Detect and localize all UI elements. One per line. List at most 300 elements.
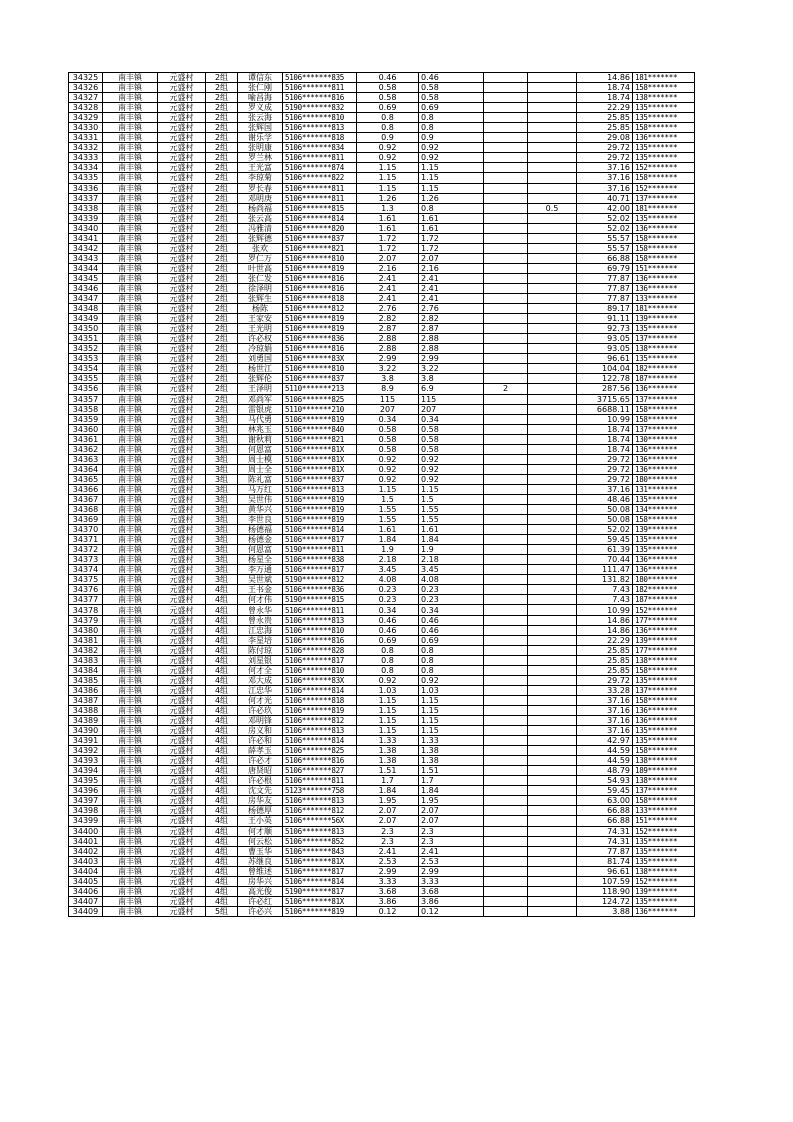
amount-cell: 59.45 — [577, 786, 633, 796]
village-cell: 元盛村 — [158, 645, 206, 655]
serial-number-cell: 34381 — [69, 635, 103, 645]
town-cell: 南丰镇 — [103, 565, 158, 575]
area-cell: 1.84 — [357, 535, 419, 545]
extra-area-b-cell — [528, 766, 577, 776]
phone-cell: 152******* — [633, 183, 695, 193]
amount-cell: 131.82 — [577, 575, 633, 585]
extra-area-b-cell — [528, 93, 577, 103]
town-cell: 南丰镇 — [103, 695, 158, 705]
name-cell: 吴世伟 — [238, 494, 283, 504]
town-cell: 南丰镇 — [103, 123, 158, 133]
extra-area-a-cell — [484, 756, 528, 766]
table-row — [69, 585, 695, 595]
amount-cell: 93.05 — [577, 344, 633, 354]
amount-cell: 25.85 — [577, 645, 633, 655]
serial-number-cell: 34409 — [69, 906, 103, 916]
name-cell: 曾维述 — [238, 866, 283, 876]
phone-cell: 137******* — [633, 193, 695, 203]
group-cell: 3组 — [206, 464, 238, 474]
serial-number-cell: 34368 — [69, 505, 103, 515]
table-row — [69, 746, 695, 756]
serial-number-cell: 34329 — [69, 113, 103, 123]
extra-area-a-cell — [484, 253, 528, 263]
phone-cell: 135******* — [633, 726, 695, 736]
table-row — [69, 484, 695, 494]
serial-number-cell: 34399 — [69, 816, 103, 826]
group-cell: 4组 — [206, 605, 238, 615]
group-cell: 2组 — [206, 354, 238, 364]
name-cell: 张云海 — [238, 113, 283, 123]
extra-area-a-cell — [484, 886, 528, 896]
area-cell: 1.15 — [357, 726, 419, 736]
village-cell: 元盛村 — [158, 304, 206, 314]
town-cell: 南丰镇 — [103, 756, 158, 766]
area-detail-cell: 0.46 — [419, 625, 484, 635]
area-cell: 0.23 — [357, 585, 419, 595]
extra-area-a-cell — [484, 635, 528, 645]
village-cell: 元盛村 — [158, 625, 206, 635]
extra-area-b-cell — [528, 314, 577, 324]
serial-number-cell: 34362 — [69, 444, 103, 454]
extra-area-b-cell — [528, 394, 577, 404]
village-cell: 元盛村 — [158, 93, 206, 103]
phone-cell: 137******* — [633, 786, 695, 796]
town-cell: 南丰镇 — [103, 625, 158, 635]
phone-cell: 158******* — [633, 414, 695, 424]
amount-cell: 74.31 — [577, 836, 633, 846]
phone-cell: 152******* — [633, 163, 695, 173]
village-cell: 元盛村 — [158, 474, 206, 484]
group-cell: 4组 — [206, 896, 238, 906]
extra-area-a-cell — [484, 294, 528, 304]
table-row — [69, 545, 695, 555]
area-detail-cell: 1.26 — [419, 193, 484, 203]
town-cell: 南丰镇 — [103, 173, 158, 183]
area-detail-cell: 1.5 — [419, 494, 484, 504]
extra-area-a-cell — [484, 545, 528, 555]
village-cell: 元盛村 — [158, 585, 206, 595]
area-cell: 0.69 — [357, 635, 419, 645]
area-detail-cell: 2.3 — [419, 836, 484, 846]
area-detail-cell: 1.7 — [419, 776, 484, 786]
phone-cell: 135******* — [633, 535, 695, 545]
town-cell: 南丰镇 — [103, 203, 158, 213]
serial-number-cell: 34396 — [69, 786, 103, 796]
area-cell: 0.92 — [357, 675, 419, 685]
name-cell: 邓明庚 — [238, 193, 283, 203]
extra-area-a-cell — [484, 665, 528, 675]
extra-area-a-cell — [484, 133, 528, 143]
serial-number-cell: 34402 — [69, 846, 103, 856]
group-cell: 3组 — [206, 474, 238, 484]
amount-cell: 14.86 — [577, 73, 633, 83]
village-cell: 元盛村 — [158, 605, 206, 615]
phone-cell: 135******* — [633, 113, 695, 123]
table-row — [69, 866, 695, 876]
table-row — [69, 223, 695, 233]
amount-cell: 40.71 — [577, 193, 633, 203]
village-cell: 元盛村 — [158, 876, 206, 886]
group-cell: 4组 — [206, 856, 238, 866]
extra-area-b-cell — [528, 143, 577, 153]
village-cell: 元盛村 — [158, 716, 206, 726]
amount-cell: 77.87 — [577, 283, 633, 293]
area-detail-cell: 115 — [419, 394, 484, 404]
area-cell: 0.8 — [357, 123, 419, 133]
group-cell: 4组 — [206, 796, 238, 806]
phone-cell: 158******* — [633, 665, 695, 675]
area-detail-cell: 2.76 — [419, 304, 484, 314]
extra-area-a-cell — [484, 153, 528, 163]
area-detail-cell: 1.03 — [419, 685, 484, 695]
town-cell: 南丰镇 — [103, 585, 158, 595]
name-cell: 张明康 — [238, 143, 283, 153]
area-detail-cell: 3.8 — [419, 374, 484, 384]
serial-number-cell: 34353 — [69, 354, 103, 364]
extra-area-a-cell — [484, 123, 528, 133]
group-cell: 4组 — [206, 625, 238, 635]
name-cell: 曹玉华 — [238, 846, 283, 856]
serial-number-cell: 34326 — [69, 83, 103, 93]
extra-area-b-cell — [528, 113, 577, 123]
area-detail-cell: 0.69 — [419, 635, 484, 645]
village-cell: 元盛村 — [158, 505, 206, 515]
group-cell: 2组 — [206, 113, 238, 123]
id-number-cell: 5106*******813 — [283, 826, 357, 836]
table-row — [69, 263, 695, 273]
town-cell: 南丰镇 — [103, 776, 158, 786]
phone-cell: 137******* — [633, 685, 695, 695]
serial-number-cell: 34367 — [69, 494, 103, 504]
town-cell: 南丰镇 — [103, 786, 158, 796]
serial-number-cell: 34343 — [69, 253, 103, 263]
id-number-cell: 5106*******825 — [283, 746, 357, 756]
table-row — [69, 384, 695, 394]
name-cell: 罗义成 — [238, 103, 283, 113]
amount-cell: 50.08 — [577, 505, 633, 515]
area-cell: 3.8 — [357, 374, 419, 384]
serial-number-cell: 34397 — [69, 796, 103, 806]
name-cell: 杨德福 — [238, 525, 283, 535]
phone-cell: 158******* — [633, 233, 695, 243]
name-cell: 唐贤昭 — [238, 766, 283, 776]
phone-cell: 138******* — [633, 344, 695, 354]
town-cell: 南丰镇 — [103, 525, 158, 535]
id-number-cell: 5106*******840 — [283, 424, 357, 434]
name-cell: 叶世高 — [238, 263, 283, 273]
id-number-cell: 5106*******817 — [283, 866, 357, 876]
area-detail-cell: 1.9 — [419, 545, 484, 555]
village-cell: 元盛村 — [158, 243, 206, 253]
extra-area-a-cell — [484, 304, 528, 314]
extra-area-a-cell — [484, 73, 528, 83]
table-row — [69, 665, 695, 675]
group-cell: 2组 — [206, 93, 238, 103]
village-cell: 元盛村 — [158, 665, 206, 675]
town-cell: 南丰镇 — [103, 866, 158, 876]
amount-cell: 52.02 — [577, 213, 633, 223]
town-cell: 南丰镇 — [103, 826, 158, 836]
area-detail-cell: 1.15 — [419, 484, 484, 494]
area-detail-cell: 1.15 — [419, 716, 484, 726]
extra-area-b-cell — [528, 515, 577, 525]
amount-cell: 25.85 — [577, 665, 633, 675]
extra-area-b-cell — [528, 886, 577, 896]
amount-cell: 3715.65 — [577, 394, 633, 404]
phone-cell: 135******* — [633, 736, 695, 746]
id-number-cell: 5106*******814 — [283, 525, 357, 535]
phone-cell: 136******* — [633, 565, 695, 575]
village-cell: 元盛村 — [158, 233, 206, 243]
id-number-cell: 5106*******828 — [283, 645, 357, 655]
table-row — [69, 294, 695, 304]
extra-area-b-cell — [528, 414, 577, 424]
name-cell: 杨世江 — [238, 364, 283, 374]
town-cell: 南丰镇 — [103, 394, 158, 404]
area-detail-cell: 1.55 — [419, 515, 484, 525]
area-cell: 1.61 — [357, 213, 419, 223]
group-cell: 2组 — [206, 193, 238, 203]
phone-cell: 158******* — [633, 404, 695, 414]
extra-area-b-cell — [528, 756, 577, 766]
area-cell: 2.16 — [357, 263, 419, 273]
amount-cell: 89.17 — [577, 304, 633, 314]
area-detail-cell: 2.3 — [419, 826, 484, 836]
table-row — [69, 474, 695, 484]
extra-area-a-cell — [484, 695, 528, 705]
town-cell: 南丰镇 — [103, 324, 158, 334]
id-number-cell: 5190*******832 — [283, 103, 357, 113]
town-cell: 南丰镇 — [103, 454, 158, 464]
group-cell: 2组 — [206, 294, 238, 304]
id-number-cell: 5106*******817 — [283, 565, 357, 575]
id-number-cell: 5106*******814 — [283, 736, 357, 746]
table-row — [69, 464, 695, 474]
phone-cell: 131******* — [633, 484, 695, 494]
phone-cell: 135******* — [633, 856, 695, 866]
town-cell: 南丰镇 — [103, 545, 158, 555]
group-cell: 2组 — [206, 364, 238, 374]
name-cell: 许必才 — [238, 756, 283, 766]
extra-area-b-cell — [528, 555, 577, 565]
data-table — [68, 72, 695, 917]
extra-area-a-cell — [484, 93, 528, 103]
area-detail-cell: 2.07 — [419, 253, 484, 263]
serial-number-cell: 34391 — [69, 736, 103, 746]
phone-cell: 139******* — [633, 314, 695, 324]
town-cell: 南丰镇 — [103, 535, 158, 545]
serial-number-cell: 34378 — [69, 605, 103, 615]
extra-area-b-cell — [528, 906, 577, 916]
group-cell: 4组 — [206, 585, 238, 595]
village-cell: 元盛村 — [158, 324, 206, 334]
name-cell: 张仁刚 — [238, 83, 283, 93]
area-detail-cell: 0.92 — [419, 454, 484, 464]
phone-cell: 139******* — [633, 635, 695, 645]
village-cell: 元盛村 — [158, 73, 206, 83]
area-detail-cell: 1.15 — [419, 695, 484, 705]
phone-cell: 135******* — [633, 324, 695, 334]
extra-area-b-cell — [528, 585, 577, 595]
extra-area-a-cell — [484, 484, 528, 494]
group-cell: 3组 — [206, 575, 238, 585]
id-number-cell: 5106*******815 — [283, 203, 357, 213]
area-detail-cell: 0.34 — [419, 605, 484, 615]
serial-number-cell: 34344 — [69, 263, 103, 273]
id-number-cell: 5106*******813 — [283, 123, 357, 133]
name-cell: 杨陈 — [238, 304, 283, 314]
town-cell: 南丰镇 — [103, 796, 158, 806]
phone-cell: 158******* — [633, 746, 695, 756]
amount-cell: 124.72 — [577, 896, 633, 906]
extra-area-b-cell — [528, 253, 577, 263]
extra-area-b-cell — [528, 153, 577, 163]
phone-cell: 138******* — [633, 93, 695, 103]
town-cell: 南丰镇 — [103, 484, 158, 494]
table-row — [69, 153, 695, 163]
extra-area-b-cell — [528, 896, 577, 906]
area-detail-cell: 0.23 — [419, 585, 484, 595]
area-cell: 1.5 — [357, 494, 419, 504]
area-detail-cell: 1.15 — [419, 183, 484, 193]
table-row — [69, 856, 695, 866]
town-cell: 南丰镇 — [103, 816, 158, 826]
amount-cell: 14.86 — [577, 615, 633, 625]
amount-cell: 25.85 — [577, 113, 633, 123]
village-cell: 元盛村 — [158, 143, 206, 153]
village-cell: 元盛村 — [158, 314, 206, 324]
id-number-cell: 5106*******811 — [283, 83, 357, 93]
area-cell: 0.9 — [357, 133, 419, 143]
area-cell: 3.86 — [357, 896, 419, 906]
amount-cell: 77.87 — [577, 846, 633, 856]
phone-cell: 158******* — [633, 253, 695, 263]
area-cell: 1.3 — [357, 203, 419, 213]
group-cell: 3组 — [206, 555, 238, 565]
area-cell: 0.46 — [357, 73, 419, 83]
town-cell: 南丰镇 — [103, 746, 158, 756]
serial-number-cell: 34405 — [69, 876, 103, 886]
serial-number-cell: 34359 — [69, 414, 103, 424]
area-detail-cell: 0.58 — [419, 83, 484, 93]
group-cell: 3组 — [206, 444, 238, 454]
table-row — [69, 896, 695, 906]
group-cell: 2组 — [206, 253, 238, 263]
town-cell: 南丰镇 — [103, 253, 158, 263]
area-detail-cell: 1.15 — [419, 173, 484, 183]
table-row — [69, 726, 695, 736]
name-cell: 邓明锋 — [238, 716, 283, 726]
name-cell: 吴世斌 — [238, 575, 283, 585]
town-cell: 南丰镇 — [103, 163, 158, 173]
phone-cell: 136******* — [633, 716, 695, 726]
table-row — [69, 344, 695, 354]
amount-cell: 122.78 — [577, 374, 633, 384]
serial-number-cell: 34334 — [69, 163, 103, 173]
serial-number-cell: 34389 — [69, 716, 103, 726]
group-cell: 2组 — [206, 133, 238, 143]
phone-cell: 135******* — [633, 103, 695, 113]
extra-area-a-cell — [484, 906, 528, 916]
table-row — [69, 695, 695, 705]
town-cell: 南丰镇 — [103, 665, 158, 675]
extra-area-a-cell — [484, 655, 528, 665]
serial-number-cell: 34370 — [69, 525, 103, 535]
village-cell: 元盛村 — [158, 555, 206, 565]
area-detail-cell: 2.82 — [419, 314, 484, 324]
extra-area-a-cell — [484, 645, 528, 655]
town-cell: 南丰镇 — [103, 73, 158, 83]
area-detail-cell: 1.15 — [419, 705, 484, 715]
village-cell: 元盛村 — [158, 695, 206, 705]
area-detail-cell: 0.34 — [419, 414, 484, 424]
area-detail-cell: 1.72 — [419, 233, 484, 243]
phone-cell: 136******* — [633, 384, 695, 394]
group-cell: 2组 — [206, 304, 238, 314]
area-detail-cell: 0.69 — [419, 103, 484, 113]
village-cell: 元盛村 — [158, 826, 206, 836]
extra-area-b-cell — [528, 233, 577, 243]
name-cell: 陈付琼 — [238, 645, 283, 655]
village-cell: 元盛村 — [158, 655, 206, 665]
extra-area-a-cell — [484, 233, 528, 243]
amount-cell: 18.74 — [577, 434, 633, 444]
area-cell: 1.15 — [357, 695, 419, 705]
id-number-cell: 5106*******820 — [283, 223, 357, 233]
town-cell: 南丰镇 — [103, 374, 158, 384]
extra-area-a-cell — [484, 806, 528, 816]
amount-cell: 33.28 — [577, 685, 633, 695]
table-row — [69, 565, 695, 575]
town-cell: 南丰镇 — [103, 83, 158, 93]
extra-area-b-cell — [528, 695, 577, 705]
extra-area-b-cell — [528, 746, 577, 756]
area-cell: 2.07 — [357, 253, 419, 263]
extra-area-b-cell — [528, 826, 577, 836]
town-cell: 南丰镇 — [103, 605, 158, 615]
village-cell: 元盛村 — [158, 83, 206, 93]
amount-cell: 104.04 — [577, 364, 633, 374]
area-detail-cell: 0.92 — [419, 464, 484, 474]
name-cell: 张云高 — [238, 213, 283, 223]
amount-cell: 92.73 — [577, 324, 633, 334]
name-cell: 陈礼富 — [238, 474, 283, 484]
town-cell: 南丰镇 — [103, 615, 158, 625]
serial-number-cell: 34388 — [69, 705, 103, 715]
extra-area-a-cell — [484, 354, 528, 364]
serial-number-cell: 34364 — [69, 464, 103, 474]
phone-cell: 189******* — [633, 766, 695, 776]
group-cell: 4组 — [206, 635, 238, 645]
area-detail-cell: 1.33 — [419, 736, 484, 746]
table-row — [69, 625, 695, 635]
phone-cell: 130******* — [633, 434, 695, 444]
serial-number-cell: 34383 — [69, 655, 103, 665]
town-cell: 南丰镇 — [103, 424, 158, 434]
extra-area-b-cell — [528, 816, 577, 826]
serial-number-cell: 34337 — [69, 193, 103, 203]
phone-cell: 133******* — [633, 294, 695, 304]
extra-area-a-cell — [484, 424, 528, 434]
id-number-cell: 5106*******810 — [283, 665, 357, 675]
table-row — [69, 103, 695, 113]
village-cell: 元盛村 — [158, 675, 206, 685]
village-cell: 元盛村 — [158, 746, 206, 756]
extra-area-a-cell — [484, 183, 528, 193]
extra-area-a-cell — [484, 595, 528, 605]
village-cell: 元盛村 — [158, 113, 206, 123]
name-cell: 苏继良 — [238, 856, 283, 866]
